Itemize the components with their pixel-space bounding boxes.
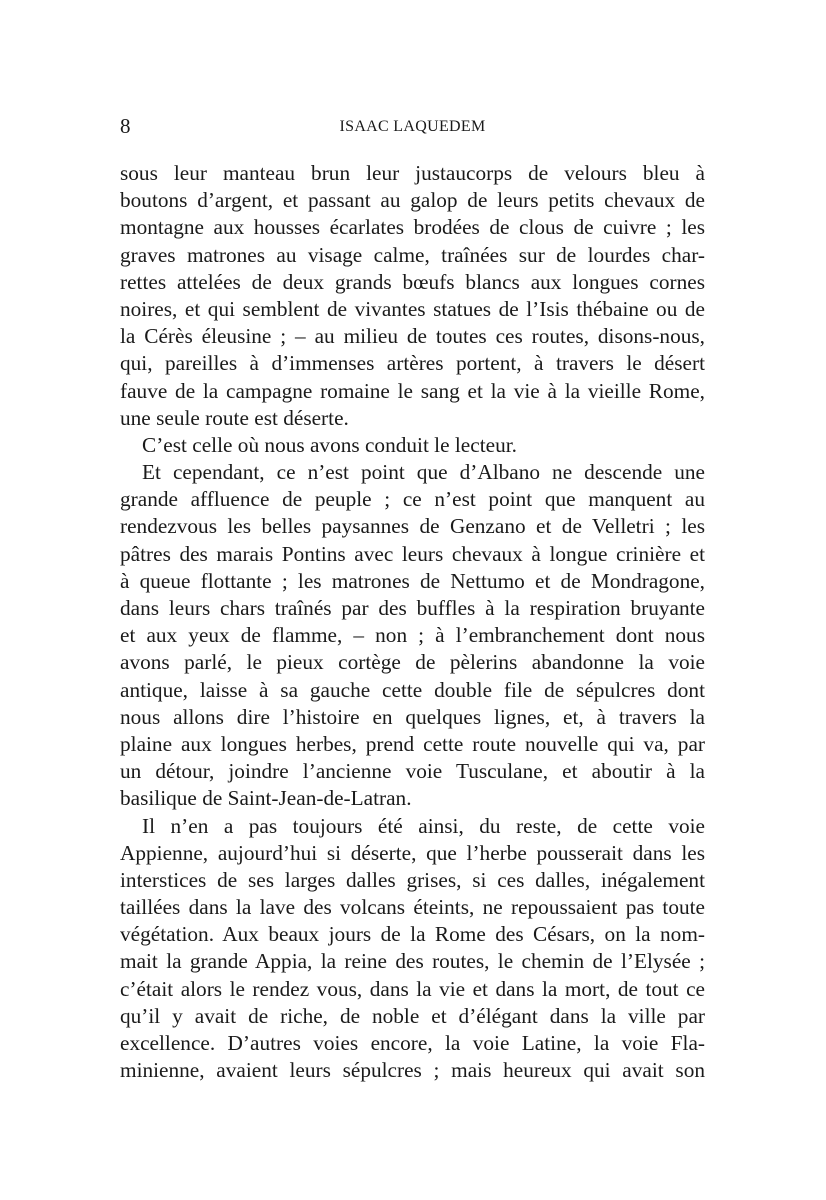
text-line: avons parlé, le pieux cortège de pèlerins abandonne la voie (120, 650, 705, 675)
running-head (120, 112, 705, 140)
paragraph (120, 813, 705, 1085)
book-page (120, 112, 705, 1084)
text-line: fauve de la campagne romaine le sang et la vie à la vieille Rome, (120, 378, 705, 403)
text-line: noires, et qui semblent de vivantes statues de l’Isis thébaine ou de (120, 296, 705, 321)
text-line: qu’il y avait de riche, de noble et d’élégant dans la ville par (120, 1003, 705, 1028)
text-line: Il n’en a pas toujours été ainsi, du reste, de cette voie (142, 813, 705, 838)
text-line: grande affluence de peuple ; ce n’est point que manquent au (120, 487, 705, 512)
paragraph (120, 432, 705, 459)
text-line: la Cérès éleusine ; – au milieu de toutes ces routes, disons-nous, (120, 324, 705, 349)
text-line: mait la grande Appia, la reine des routes, le chemin de l’Elysée ; (120, 949, 705, 974)
text-line: Et cependant, ce n’est point que d’Albano ne descende une (142, 460, 705, 485)
text-line: rettes attelées de deux grands bœufs blancs aux longues cornes (120, 269, 705, 294)
text-line: nous allons dire l’histoire en quelques lignes, et, à travers la (120, 704, 705, 729)
paragraph (120, 459, 705, 812)
running-title: ISAAC LAQUEDEM (339, 118, 486, 135)
text-line: une seule route est déserte. (120, 405, 349, 430)
text-line: taillées dans la lave des volcans éteints, ne repoussaient pas toute (120, 895, 705, 920)
text-line: basilique de Saint-Jean-de-Latran. (120, 786, 412, 811)
text-line: rendezvous les belles paysannes de Genzano et de Velletri ; les (120, 514, 705, 539)
text-line: plaine aux longues herbes, prend cette route nouvelle qui va, par (120, 731, 705, 756)
page-number: 8 (120, 114, 131, 138)
body-text (120, 160, 705, 1084)
text-line: c’était alors le rendez vous, dans la vie et dans la mort, de tout ce (120, 976, 705, 1001)
text-line: et aux yeux de flamme, – non ; à l’embranchement dont nous (120, 623, 705, 648)
paragraph (120, 160, 705, 432)
text-line: pâtres des marais Pontins avec leurs chevaux à longue crinière et (120, 541, 705, 566)
text-line: montagne aux housses écarlates brodées de clous de cuivre ; les (120, 215, 705, 240)
text-line: qui, pareilles à d’immenses artères portent, à travers le désert (120, 351, 705, 376)
text-line: interstices de ses larges dalles grises, si ces dalles, inégalement (120, 867, 705, 892)
text-line: antique, laisse à sa gauche cette double file de sépulcres dont (120, 677, 705, 702)
text-line: un détour, joindre l’ancienne voie Tusculane, et aboutir à la (120, 759, 705, 784)
text-line: excellence. D’autres voies encore, la voie Latine, la voie Fla- (120, 1031, 705, 1055)
text-line: végétation. Aux beaux jours de la Rome des Césars, on la nom- (120, 922, 705, 947)
text-line: Appienne, aujourd’hui si déserte, que l’herbe pousserait dans les (120, 840, 705, 865)
text-line: à queue flottante ; les matrones de Nettumo et de Mondragone, (120, 568, 705, 593)
text-line: sous leur manteau brun leur justaucorps de velours bleu à (120, 161, 705, 185)
text-line: C’est celle où nous avons conduit le lecteur. (142, 432, 517, 457)
text-line: minienne, avaient leurs sépulcres ; mais heureux qui avait son (120, 1058, 705, 1083)
text-line: graves matrones au visage calme, traînées sur de lourdes char- (120, 242, 705, 267)
text-line: dans leurs chars traînés par des buffles à la respiration bruyante (120, 596, 705, 620)
text-line: boutons d’argent, et passant au galop de leurs petits chevaux de (120, 188, 705, 213)
